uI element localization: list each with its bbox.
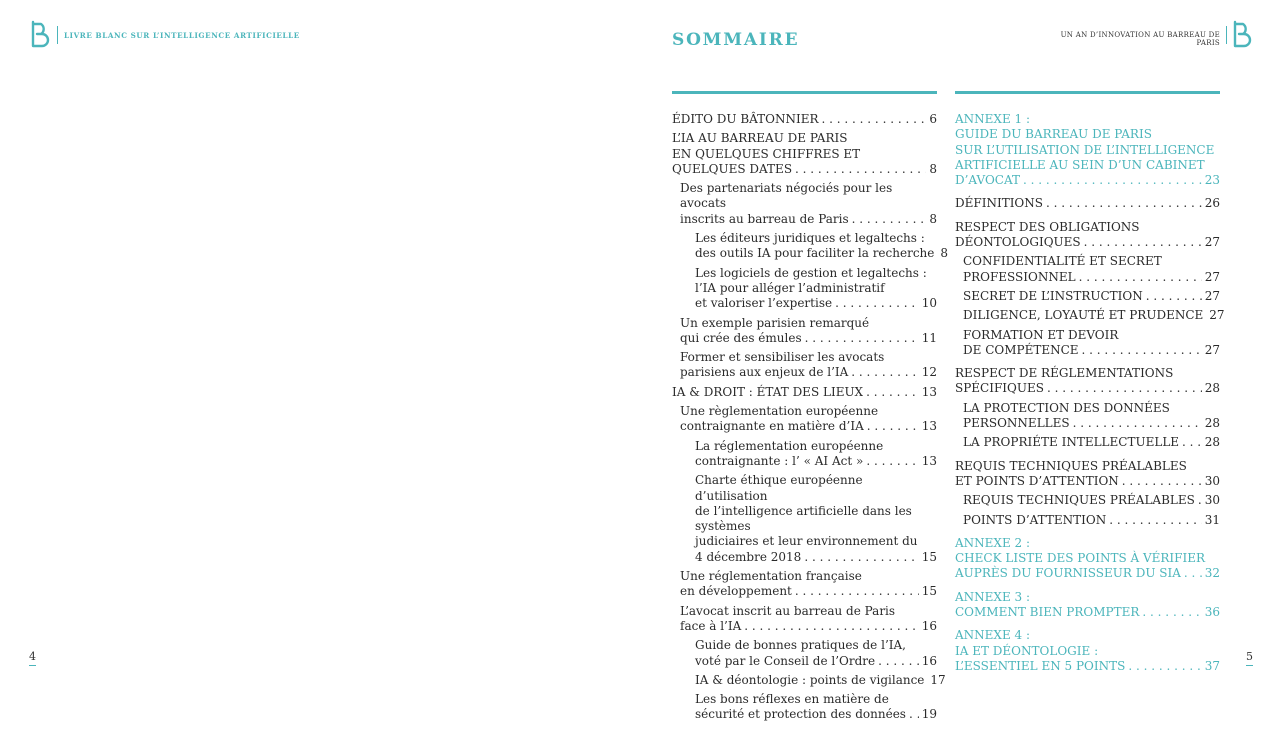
toc-entry[interactable] [672, 231, 949, 262]
toc-entry-title: face à l’IA [680, 618, 742, 633]
toc-entry[interactable] [672, 604, 937, 635]
toc-entry-line: Un exemple parisien remarqué [680, 315, 870, 330]
toc-entry-title: IA & déontologie : points de vigilance [695, 672, 925, 687]
toc-entry[interactable] [672, 692, 937, 723]
toc-entry-title: sécurité et protection des données [695, 707, 906, 722]
toc-entry-line: ANNEXE 4 : [955, 628, 1031, 643]
toc-entry-line: IA ET DÉONTOLOGIE : [955, 643, 1099, 658]
toc-leader-dots [744, 619, 918, 634]
toc-entry[interactable] [672, 131, 937, 177]
toc-leader-dots [866, 454, 918, 469]
toc-leader-dots [1198, 493, 1202, 508]
toc-entry-line: LA PROTECTION DES DONNÉES [963, 400, 1170, 415]
header-divider [1226, 26, 1227, 44]
table-of-contents-right [955, 112, 1225, 678]
page-number-left: 4 [29, 650, 36, 666]
toc-page-number: 15 [921, 549, 937, 564]
barreau-de-paris-logo-icon [1232, 20, 1254, 48]
toc-page-number: 16 [921, 618, 937, 633]
toc-page-number: 8 [929, 161, 937, 176]
toc-page-number: 28 [1204, 435, 1220, 450]
toc-leader-dots [1109, 513, 1202, 528]
toc-entry-title: ÉDITO DU BÂTONNIER [672, 112, 819, 126]
toc-leader-dots [795, 162, 926, 177]
toc-entry-title: SECRET DE L’INSTRUCTION [963, 288, 1143, 303]
toc-entry[interactable] [955, 220, 1220, 251]
toc-entry[interactable] [672, 404, 937, 435]
toc-entry-title: contraignante : l’ « AI Act » [695, 453, 864, 468]
toc-entry[interactable] [955, 112, 1220, 188]
toc-page-number: 31 [1204, 512, 1220, 527]
toc-leader-dots [1073, 416, 1202, 431]
page-number-right: 5 [1246, 650, 1253, 666]
toc-page-number: 30 [1204, 493, 1220, 508]
toc-page-number: 6 [929, 112, 937, 126]
toc-entry[interactable] [955, 435, 1220, 450]
toc-entry-line: ANNEXE 3 : [955, 589, 1031, 604]
toc-page-number: 8 [940, 246, 949, 261]
toc-entry-line: Des partenariats négociés pour les avocats [680, 181, 893, 211]
toc-page-number: 37 [1204, 658, 1220, 673]
toc-entry-line: GUIDE DU BARREAU DE PARIS [955, 127, 1152, 142]
toc-entry[interactable] [672, 316, 937, 347]
toc-page-number: 10 [921, 296, 937, 311]
toc-page-number: 19 [921, 707, 937, 722]
toc-leader-dots [1047, 381, 1202, 396]
toc-entry[interactable] [955, 366, 1220, 397]
toc-entry-line: ANNEXE 2 : [955, 535, 1031, 550]
page-title: SOMMAIRE [672, 30, 800, 50]
toc-page-number: 13 [921, 453, 937, 468]
toc-leader-dots [795, 584, 919, 599]
toc-entry-line: L’IA AU BARREAU DE PARIS [672, 131, 848, 146]
toc-entry[interactable] [672, 672, 946, 688]
toc-leader-dots [866, 385, 919, 400]
toc-leader-dots [804, 550, 918, 565]
toc-entry-line: Les éditeurs juridiques et legaltechs : [695, 231, 925, 246]
toc-entry-title: DILIGENCE, LOYAUTÉ ET PRUDENCE [963, 308, 1204, 323]
toc-entry-line: Une réglementation française [680, 569, 862, 584]
toc-entry-line: La réglementation européenne [695, 438, 884, 453]
toc-leader-dots [1046, 196, 1202, 211]
toc-entry-title: REQUIS TECHNIQUES PRÉALABLES [963, 493, 1195, 508]
toc-page-number: 30 [1204, 473, 1220, 488]
toc-entry-line: Une règlementation européenne [680, 404, 879, 419]
toc-leader-dots [1142, 605, 1201, 620]
toc-leader-dots [909, 707, 919, 722]
toc-entry-title: SPÉCIFIQUES [955, 381, 1044, 396]
toc-leader-dots [1146, 289, 1202, 304]
toc-entry-title: DE COMPÉTENCE [963, 342, 1079, 357]
toc-page-number: 28 [1204, 381, 1220, 396]
header-left-title: LIVRE BLANC SUR L’INTELLIGENCE ARTIFICIELLE [64, 31, 300, 40]
toc-page-number: 27 [1204, 288, 1220, 303]
column-rule [672, 91, 937, 94]
toc-page-number: 13 [921, 384, 937, 399]
table-of-contents-left [672, 112, 949, 727]
toc-entry-line: l’IA pour alléger l’administratif [695, 280, 885, 295]
barreau-de-paris-logo-icon [30, 20, 52, 48]
toc-entry[interactable] [955, 536, 1220, 582]
toc-entry-title: voté par le Conseil de l’Ordre [695, 653, 876, 668]
toc-entry-line: L’avocat inscrit au barreau de Paris [680, 603, 896, 618]
toc-entry-line: FORMATION ET DEVOIR [963, 327, 1119, 342]
toc-leader-dots [1082, 343, 1202, 358]
toc-entry[interactable] [672, 350, 937, 381]
toc-page-number: 26 [1204, 196, 1220, 211]
toc-page-number: 11 [921, 330, 937, 345]
toc-entry[interactable] [955, 196, 1220, 211]
toc-entry-title: inscrits au barreau de Paris [680, 211, 849, 226]
toc-entry-line: ARTIFICIELLE AU SEIN D’UN CABINET [955, 157, 1205, 172]
toc-entry-line: Charte éthique européenne d’utilisation [695, 473, 863, 503]
toc-leader-dots [1184, 566, 1202, 581]
toc-entry[interactable] [955, 401, 1220, 432]
toc-entry-title: IA & DROIT : ÉTAT DES LIEUX [672, 384, 864, 399]
toc-leader-dots [1023, 173, 1202, 188]
toc-entry[interactable] [672, 266, 937, 312]
toc-leader-dots [822, 112, 927, 127]
toc-entry-line: ANNEXE 1 : [955, 112, 1031, 126]
toc-leader-dots [851, 365, 918, 380]
toc-entry-title: PERSONNELLES [963, 416, 1070, 431]
toc-page-number: 23 [1204, 173, 1220, 188]
toc-entry[interactable] [672, 181, 937, 227]
toc-entry-line: Les bons réflexes en matière de [695, 692, 889, 707]
toc-entry-title: DÉFINITIONS [955, 196, 1043, 211]
toc-page-number: 8 [929, 211, 937, 226]
toc-entry[interactable] [672, 112, 937, 127]
toc-page-number: 28 [1204, 416, 1220, 431]
toc-entry-title: des outils IA pour faciliter la recherche [695, 246, 935, 261]
toc-entry-title: en développement [680, 584, 792, 599]
toc-entry-line: CONFIDENTIALITÉ ET SECRET [963, 254, 1162, 269]
toc-page-number: 17 [930, 672, 946, 687]
toc-leader-dots [835, 296, 919, 311]
toc-page-number: 32 [1204, 566, 1220, 581]
toc-leader-dots [1182, 435, 1202, 450]
toc-entry-title: L’ESSENTIEL EN 5 POINTS [955, 658, 1126, 673]
toc-entry-title: qui crée des émules [680, 330, 802, 345]
toc-entry-line: Guide de bonnes pratiques de l’IA, [695, 638, 906, 653]
toc-page-number: 15 [921, 584, 937, 599]
toc-leader-dots [805, 331, 919, 346]
toc-leader-dots [867, 419, 919, 434]
toc-page-number: 27 [1204, 342, 1220, 357]
toc-entry[interactable] [955, 254, 1220, 285]
toc-entry-title: AUPRÈS DU FOURNISSEUR DU SIA [955, 566, 1181, 581]
toc-page-number: 36 [1204, 605, 1220, 620]
toc-leader-dots [852, 212, 927, 227]
toc-page-number: 27 [1209, 308, 1225, 323]
toc-entry-line: Former et sensibiliser les avocats [680, 350, 885, 365]
toc-entry[interactable] [672, 638, 937, 669]
toc-entry-title: et valoriser l’expertise [695, 296, 833, 311]
toc-entry[interactable] [955, 590, 1220, 621]
toc-entry-title: 4 décembre 2018 [695, 549, 802, 564]
toc-entry[interactable] [672, 385, 937, 400]
toc-leader-dots [1122, 474, 1202, 489]
toc-entry[interactable] [672, 569, 937, 600]
toc-leader-dots [1084, 235, 1202, 250]
toc-leader-dots [878, 654, 919, 669]
toc-entry-title: parisiens aux enjeux de l’IA [680, 365, 849, 380]
column-rule [955, 91, 1220, 94]
toc-page-number: 27 [1204, 235, 1220, 250]
toc-entry-line: REQUIS TECHNIQUES PRÉALABLES [955, 458, 1187, 473]
toc-entry[interactable] [955, 628, 1220, 674]
toc-entry-title: contraignante en matière d’IA [680, 419, 864, 434]
toc-entry-title: LA PROPRIÉTE INTELLECTUELLE [963, 435, 1180, 450]
toc-entry-line: Les logiciels de gestion et legaltechs : [695, 265, 927, 280]
header-divider [57, 26, 58, 44]
toc-entry-line: judiciaires et leur environnement du [695, 534, 918, 549]
header-right-title: UN AN D’INNOVATION AU BARREAU DE PARIS [1060, 31, 1220, 47]
toc-entry-title: COMMENT BIEN PROMPTER [955, 605, 1140, 620]
toc-entry-title: DÉONTOLOGIQUES [955, 235, 1081, 250]
toc-entry[interactable] [955, 308, 1225, 323]
toc-leader-dots [1079, 270, 1202, 285]
toc-page-number: 16 [921, 653, 937, 668]
toc-entry[interactable] [955, 328, 1220, 359]
toc-entry-line: SUR L’UTILISATION DE L’INTELLIGENCE [955, 142, 1215, 157]
toc-entry[interactable] [955, 513, 1220, 528]
toc-entry-title: POINTS D’ATTENTION [963, 512, 1107, 527]
toc-entry[interactable] [672, 439, 937, 470]
toc-entry[interactable] [955, 459, 1220, 490]
toc-entry[interactable] [955, 289, 1220, 304]
toc-page-number: 27 [1204, 269, 1220, 284]
toc-entry-line: RESPECT DE RÉGLEMENTATIONS [955, 366, 1174, 381]
toc-entry-line: CHECK LISTE DES POINTS À VÉRIFIER [955, 551, 1206, 566]
toc-page-number: 12 [921, 365, 937, 380]
toc-entry-title: PROFESSIONNEL [963, 269, 1076, 284]
toc-entry-line: de l’intelligence artificielle dans les systèmes [695, 503, 912, 534]
toc-page-number: 13 [921, 419, 937, 434]
toc-entry-title: ET POINTS D’ATTENTION [955, 473, 1119, 488]
toc-entry[interactable] [955, 493, 1220, 508]
toc-entry-title: D’AVOCAT [955, 173, 1020, 188]
toc-entry-title: QUELQUES DATES [672, 161, 793, 176]
toc-leader-dots [1128, 659, 1201, 674]
toc-entry-line: EN QUELQUES CHIFFRES ET [672, 146, 861, 161]
toc-entry-line: RESPECT DES OBLIGATIONS [955, 219, 1140, 234]
toc-entry[interactable] [672, 473, 937, 565]
